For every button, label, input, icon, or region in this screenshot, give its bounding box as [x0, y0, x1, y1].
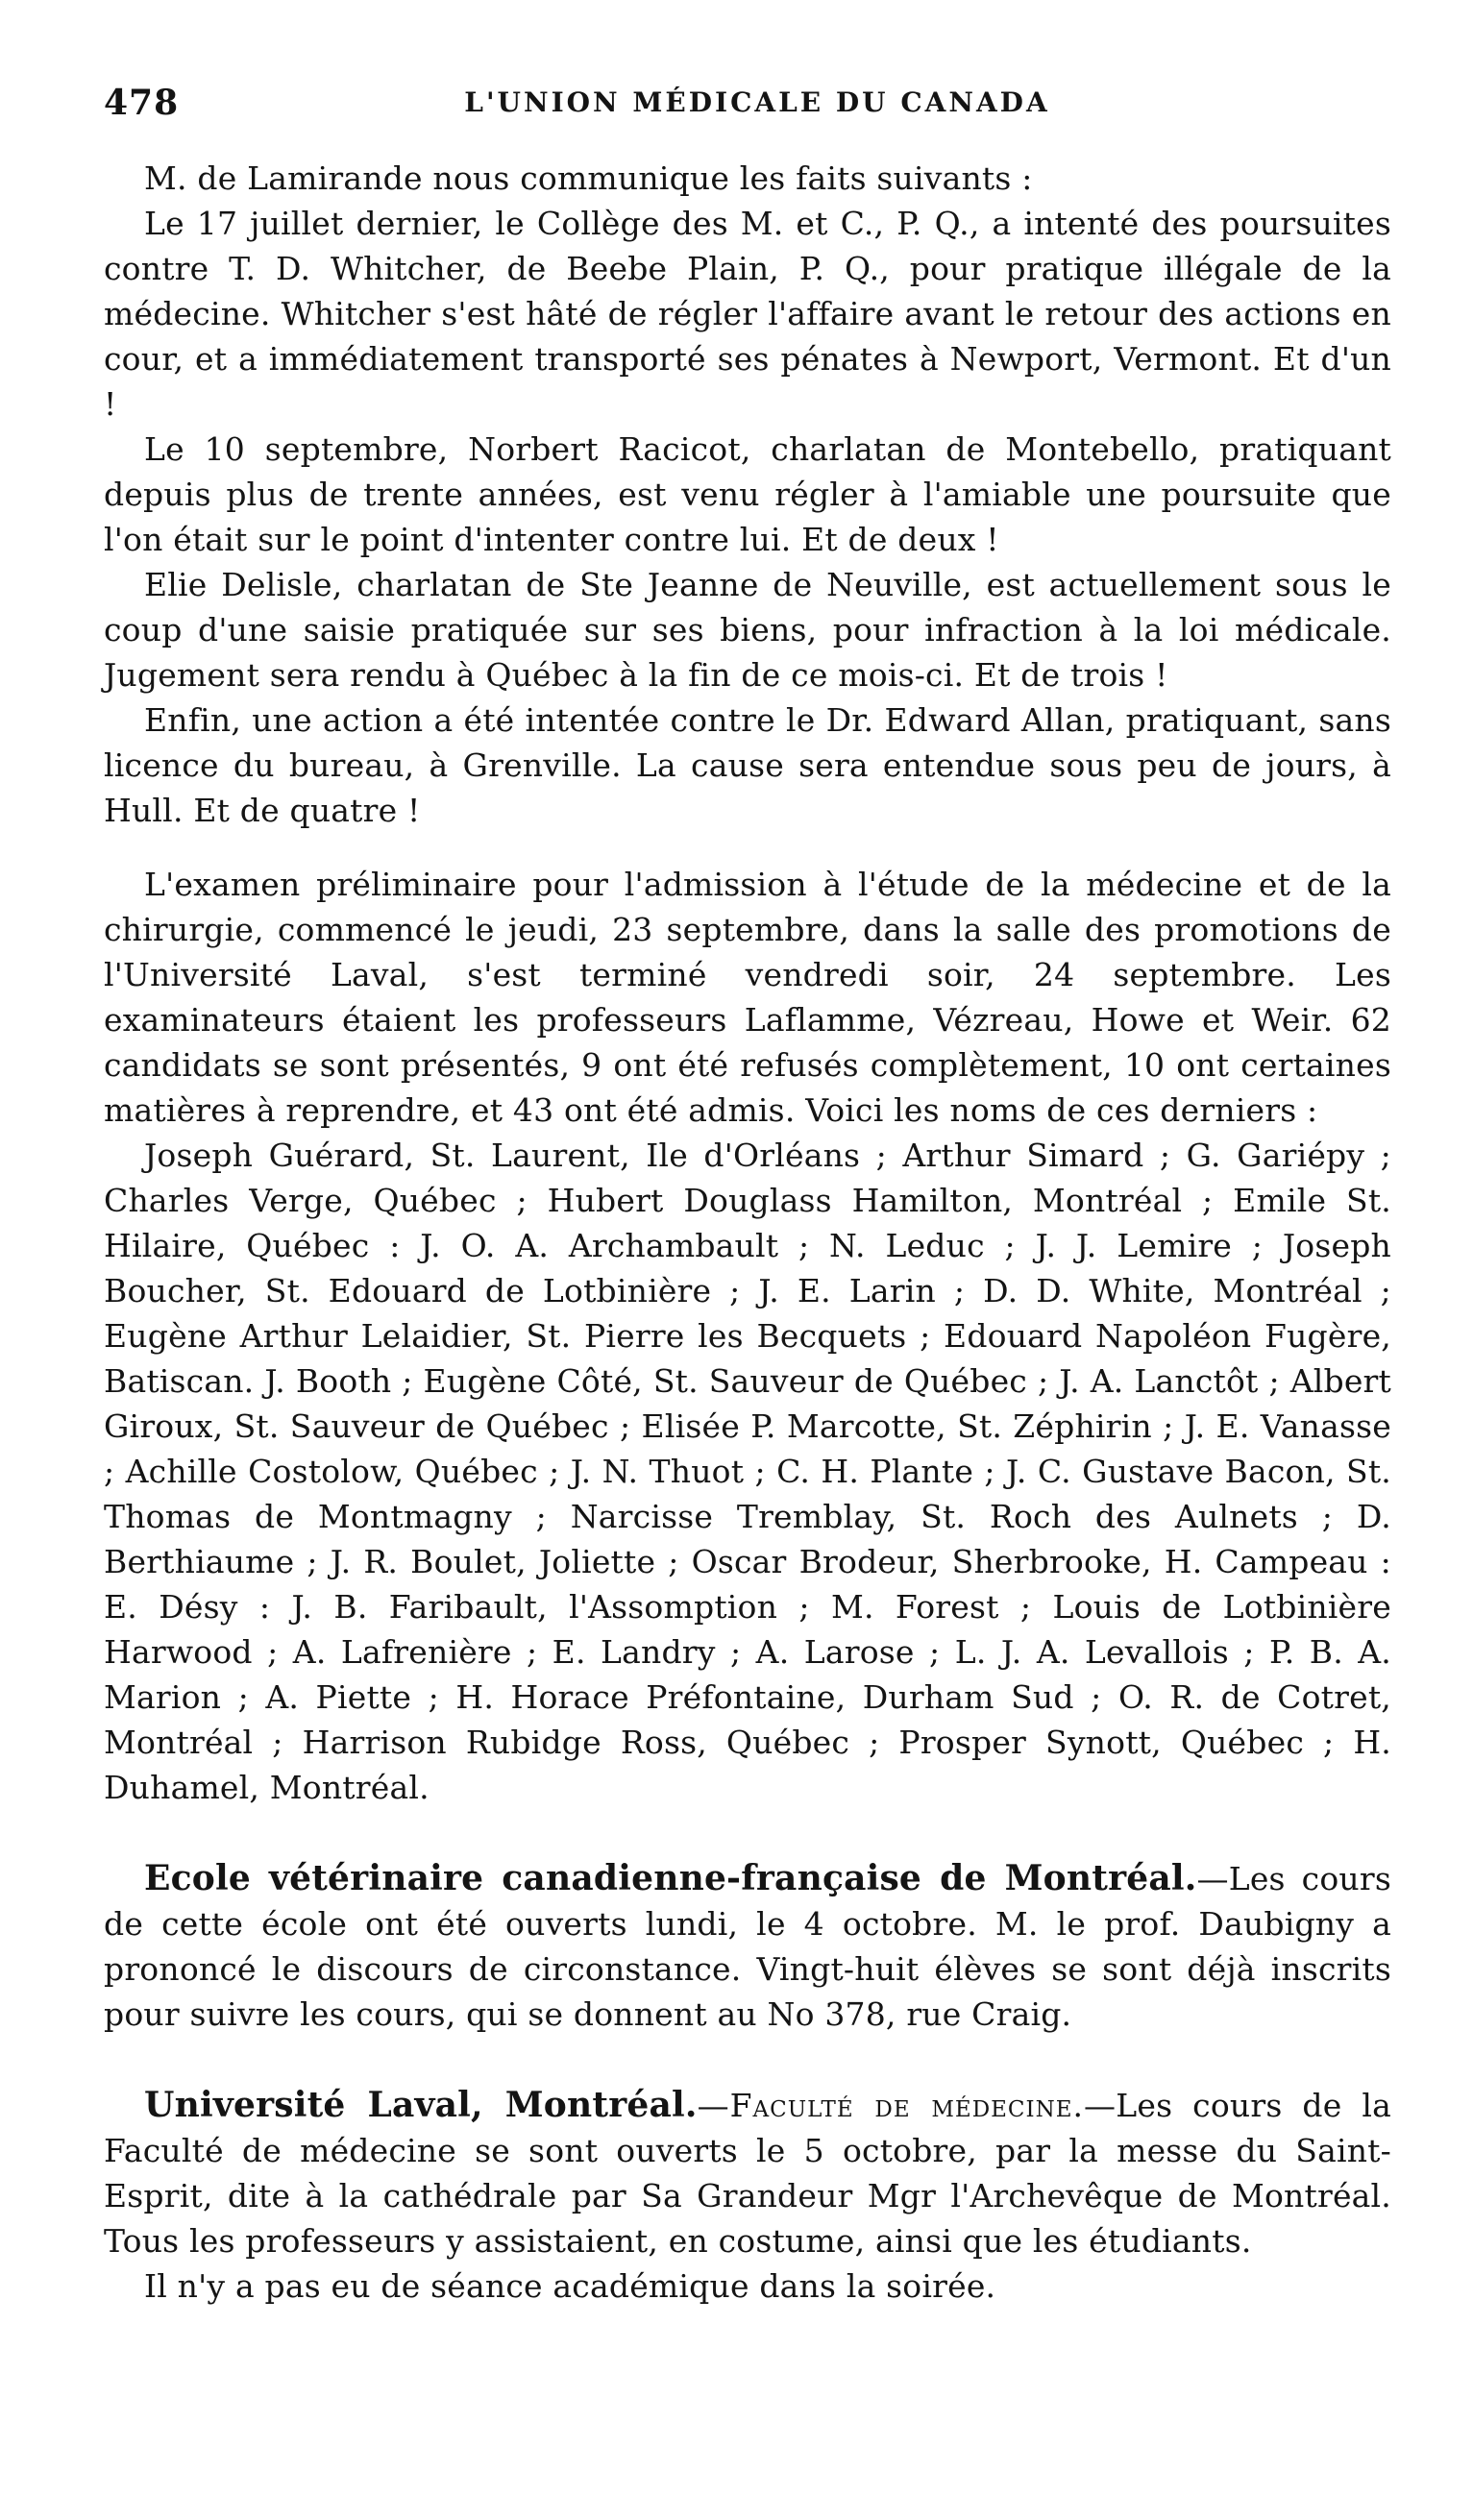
paragraph-allan: Enfin, une action a été intentée contre le Dr. Edward Allan, pratiquant, sans licence du bureau, à Grenville. La cause sera entendue sous peu de jours, à Hull. Et de quatre !	[104, 701, 1391, 829]
article-body	[104, 156, 1391, 2309]
universite-laval-text: —Les cours de la Faculté de médecine se sont ouverts le 5 octobre, par la messe du Saint-Esprit, dite à la cathédrale par Sa Grandeur Mgr l'Archevêque de Montréal. Tous les professeurs y assistaient, en costume, ainsi que les étudiants.	[104, 2087, 1392, 2260]
paragraph-seance: Il n'y a pas eu de séance académique dans la soirée.	[144, 2267, 996, 2305]
ecole-veterinaire-text: —Les cours de cette école ont été ouverts lundi, le 4 octobre. M. le prof. Daubigny a prononcé le discours de circonstance. Vingt-huit élèves se sont déjà inscrits pour suivre les cours, qui se donnent au No 378, rue Craig.	[104, 1860, 1391, 2033]
section-heading-universite-laval: Université Laval, Montréal.	[144, 2085, 698, 2125]
paragraph-examen: L'examen préliminaire pour l'admission à l'étude de la médecine et de la chirurgie, commencé le jeudi, 23 septembre, dans la salle des promotions de l'Université Laval, s'est terminé vendredi soir, 24 septembre. Les examinateurs étaient les professeurs Laflamme, Vézreau, Howe et Weir. 62 candidats se sont présentés, 9 ont été refusés complètement, 10 ont certaines matières à reprendre, et 43 ont été admis. Voici les noms de ces derniers :	[104, 866, 1391, 1129]
paragraph-admitted-names: Joseph Guérard, St. Laurent, Ile d'Orléans ; Arthur Simard ; G. Gariépy ; Charles Verge, Québec ; Hubert Douglass Hamilton, Montréal ; Emile St. Hilaire, Québec : J. O. A. Archambault ; N. Leduc ; J. J. Lemire ; Joseph Boucher, St. Edouard de Lotbinière ; J. E. Larin ; D. D. White, Montréal ; Eugène Arthur Lelaidier, St. Pierre les Becquets ; Edouard Napoléon Fugère, Batiscan. J. Booth ; Eugène Côté, St. Sauveur de Québec ; J. A. Lanctôt ; Albert Giroux, St. Sauveur de Québec ; Elisée P. Marcotte, St. Zéphirin ; J. E. Vanasse ; Achille Costolow, Québec ; J. N. Thuot ; C. H. Plante ; J. C. Gustave Bacon, St. Thomas de Montmagny ; Narcisse Tremblay, St. Roch des Aulnets ; D. Berthiaume ; J. R. Boulet, Joliette ; Oscar Brodeur, Sherbrooke, H. Campeau : E. Désy : J. B. Faribault, l'Assomption ; M. Forest ; Louis de Lotbinière Harwood ; A. Lafrenière ; E. Landry ; A. Larose ; L. J. A. Levallois ; P. B. A. Marion ; A. Piette ; H. Horace Préfontaine, Durham Sud ; O. R. de Cotret, Montréal ; Harrison Rubidge Ross, Québec ; Prosper Synott, Québec ; H. Duhamel, Montréal.	[104, 1137, 1391, 1806]
paragraph-racicot: Le 10 septembre, Norbert Racicot, charlatan de Montebello, pratiquant depuis plus de trente années, est venu régler à l'amiable une poursuite que l'on était sur le point d'intenter contre lui. Et de deux !	[104, 430, 1391, 558]
faculte-medecine-subhead: —Faculté de médecine.	[697, 2087, 1085, 2124]
running-title: L'UNION MÉDICALE DU CANADA	[464, 86, 1050, 118]
paragraph-whitcher: Le 17 juillet dernier, le Collège des M. et C., P. Q., a intenté des poursuites contre T. D. Whitcher, de Beebe Plain, P. Q., pour pratique illégale de la médecine. Whitcher s'est hâté de régler l'affaire avant le retour des actions en cour, et a immédiatement transporté ses pénates à Newport, Vermont. Et d'un !	[104, 205, 1391, 423]
section-heading-ecole-veterinaire: Ecole vétérinaire canadienne-française de Montréal.	[144, 1858, 1197, 1898]
paragraph-universite-laval	[104, 2083, 1391, 2263]
page-number: 478	[104, 83, 180, 123]
page-header	[104, 83, 1411, 140]
paragraph-delisle: Elie Delisle, charlatan de Ste Jeanne de Neuville, est actuellement sous le coup d'une saisie pratiquée sur ses biens, pour infraction à la loi médicale. Jugement sera rendu à Québec à la fin de ce mois-ci. Et de trois !	[104, 566, 1391, 694]
paragraph-ecole-veterinaire	[104, 1856, 1391, 2037]
paragraph-intro: M. de Lamirande nous communique les faits suivants :	[144, 159, 1033, 197]
